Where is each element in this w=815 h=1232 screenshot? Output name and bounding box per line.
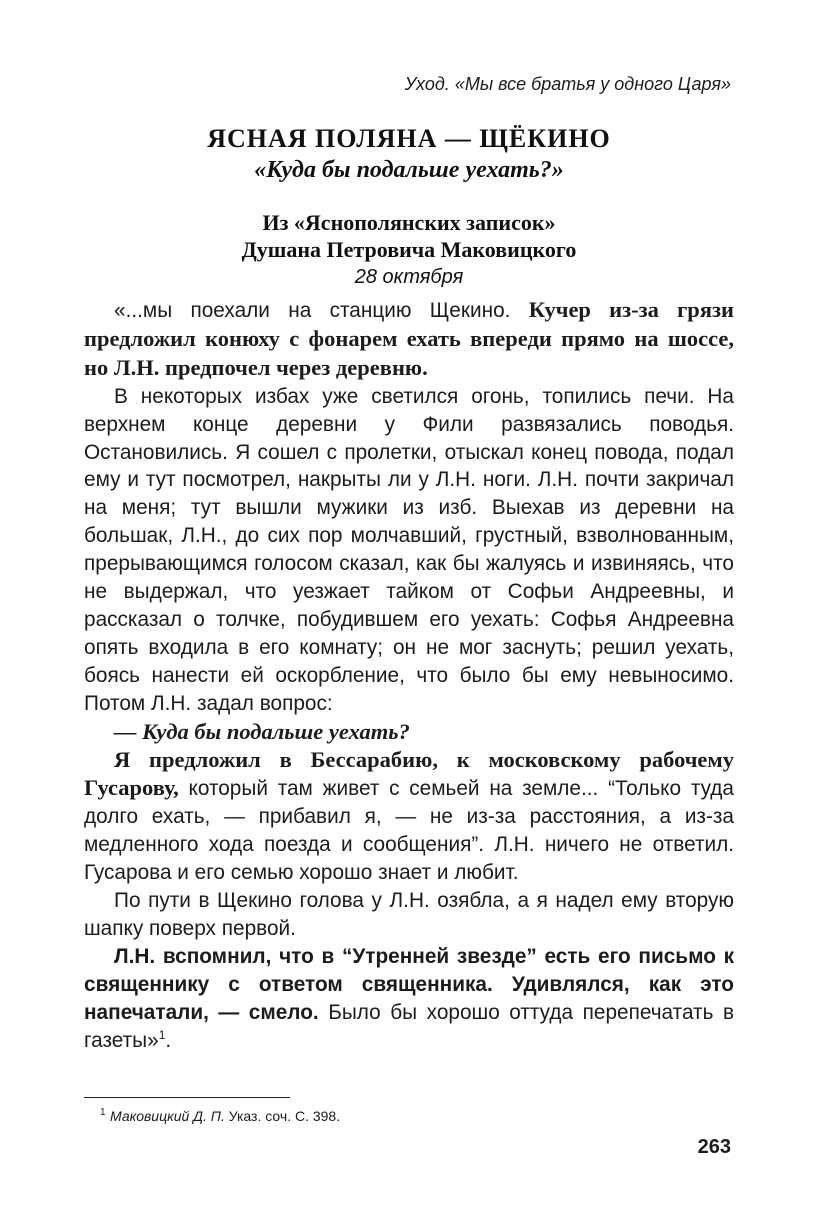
paragraph-6: [84, 943, 734, 1055]
paragraph-4: [84, 746, 734, 888]
chapter-title: ЯСНАЯ ПОЛЯНА — ЩЁКИНО: [207, 124, 611, 153]
footnote-marker[interactable]: 1: [158, 1027, 166, 1042]
paragraph-6-rest: Было бы хорошо оттуда перепечатать в газеты»: [84, 1000, 734, 1052]
paragraph-2: В некоторых избах уже светился огонь, топились печи. На верхнем конце деревни у Фили развязались поводья. Остановились. Я сошел с пролетки, отыскал конец повода, подал ему и тут посмотрел, накрыты ли у Л.Н. ноги. Л.Н. почти закричал на меня; тут вышли мужики из изб. Выехав из деревни на большак, Л.Н., до сих пор молчавший, грустный, взволнованным, прерывающимся голосом сказал, как бы жалуясь и извиняясь, что не выдержал, что уезжает тайком от Софьи Андреевны, и рассказал о толчке, побудившем его уехать: Софья Андреевна опять входила в его комнату; он не мог заснуть; решил уехать, боясь нанести ей оскорбление, что было бы ему невыносимо. Потом Л.Н. задал вопрос:: [84, 384, 734, 715]
footnote-reference: Указ. соч. С. 398.: [224, 1108, 341, 1124]
paragraph-1-emphasis: Кучер из-за грязи предложил конюху с фонарем ехать впереди прямо на шоссе, но Л.Н. предпочел через деревню.: [84, 297, 734, 380]
footnote-author: Маковицкий Д. П.: [110, 1108, 225, 1124]
paragraph-1-start: «...мы поехали на станцию Щекино.: [114, 299, 529, 322]
dialogue-question: — Куда бы подальше уехать?: [114, 718, 410, 744]
chapter-subtitle: «Куда бы подальше уехать?»: [254, 157, 564, 183]
body-text: [84, 296, 734, 1054]
entry-date: 28 октября: [354, 266, 464, 288]
running-head: Уход. «Мы все братья у одного Царя»: [404, 74, 731, 94]
paragraph-4-rest: который там живет с семьей на земле... “Только туда долго ехать, — прибавил я, — не из-за расстояния, а из-за медленного хода поезда и сообщения”. Л.Н. ничего не ответил. Гусарова и его семью хорошо знает и любит.: [84, 777, 734, 885]
footnote: [100, 1107, 341, 1125]
paragraph-5: По пути в Щекино голова у Л.Н. озябла, а я надел ему вторую шапку поверх первой.: [84, 889, 734, 940]
paragraph-1: [84, 296, 734, 383]
paragraph-6-emphasis: Л.Н. вспомнил, что в “Утренней звезде” есть его письмо к священнику с ответом священника. Удивлялся, как это напечатали, — смело.: [84, 944, 734, 1024]
source-author: Душана Петровича Маковицкого: [241, 237, 577, 262]
paragraph-4-emphasis: Я предложил в Бессарабию, к московскому рабочему Гусарову,: [84, 746, 734, 801]
source-title: Из «Яснополянских записок»: [262, 210, 556, 235]
footnote-number: 1: [100, 1107, 106, 1118]
paragraph-6-end: .: [165, 1028, 172, 1052]
page-number: 263: [697, 1136, 731, 1158]
footnote-divider: [84, 1097, 290, 1098]
